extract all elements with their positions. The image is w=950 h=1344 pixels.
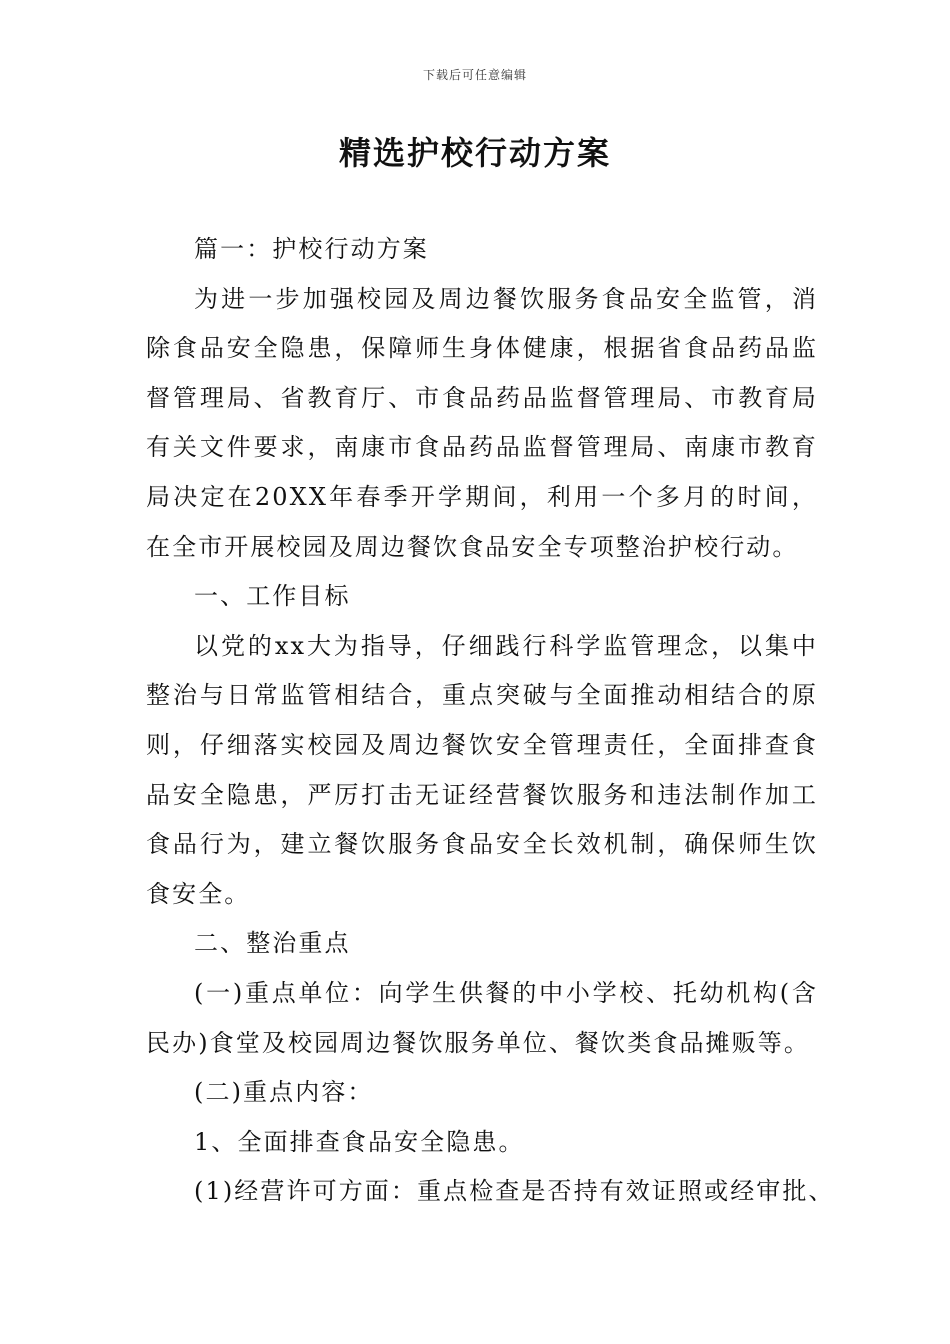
section-heading-part-one: 篇一：护校行动方案 — [194, 235, 429, 263]
section-heading-key-areas: 二、整治重点 — [194, 929, 351, 958]
section-heading-work-goals: 一、工作目标 — [194, 582, 351, 611]
header-note: 下载后可任意编辑 — [422, 68, 527, 82]
paragraph-item-1-1: (1)经营许可方面：重点检查是否持有效证照或经审批、 — [194, 1177, 835, 1206]
paragraph-key-content: (二)重点内容： — [194, 1078, 374, 1107]
paragraph-key-units: (一)重点单位：向学生供餐的中小学校、托幼机构(含民办)食堂及校园周边餐饮服务单位、餐饮类食品摊贩等。 — [146, 978, 818, 1057]
document-body — [146, 225, 835, 1217]
paragraph-intro: 为进一步加强校园及周边餐饮服务食品安全监管，消除食品安全隐患，保障师生身体健康，根据省食品药品监督管理局、省教育厅、市食品药品监督管理局、市教育局有关文件要求，南康市食品药品监督管理局、南康市教育局决定在20XX年春季开学期间，利用一个多月的时间，在全市开展校园及周边餐饮食品安全专项整治护校行动。 — [146, 284, 818, 561]
paragraph-item-1: 1、全面排查食品安全隐患。 — [194, 1127, 525, 1156]
paragraph-work-goals: 以党的xx大为指导，仔细践行科学监管理念，以集中整治与日常监管相结合，重点突破与全面推动相结合的原则，仔细落实校园及周边餐饮安全管理责任，全面排查食品安全隐患，严厉打击无证经营餐饮服务和违法制作加工食品行为，建立餐饮服务食品安全长效机制，确保师生饮食安全。 — [146, 631, 818, 908]
document-title: 精选护校行动方案 — [338, 134, 611, 172]
